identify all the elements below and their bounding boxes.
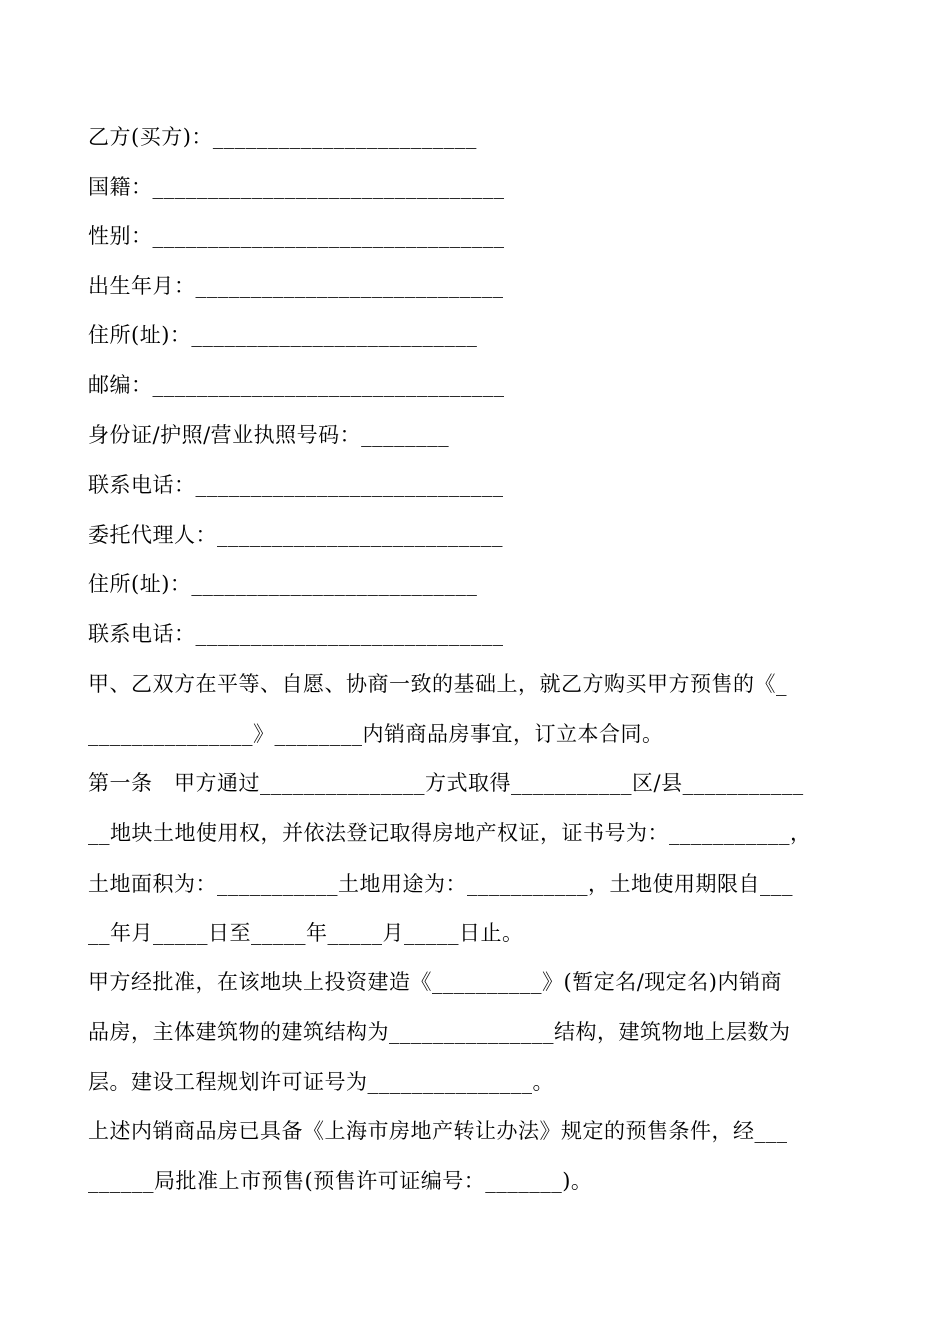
construction-line-1: 甲方经批准，在该地块上投资建造《__________》(暂定名/现定名)内销商 (88, 970, 782, 994)
preamble-line-1: 甲、乙双方在平等、自愿、协商一致的基础上，就乙方购买甲方预售的《_ (88, 672, 787, 696)
nationality-line: 国籍：________________________________ (88, 175, 505, 199)
construction-line-2: 品房，主体建筑物的建筑结构为_______________结构，建筑物地上层数为 (88, 1020, 791, 1044)
presale-line-2: ______局批准上市预售(预售许可证编号：_______)。 (88, 1169, 593, 1193)
address-line: 住所(址)：__________________________ (88, 323, 478, 347)
agent-line: 委托代理人：__________________________ (88, 523, 503, 547)
presale-line-1: 上述内销商品房已具备《上海市房地产转让办法》规定的预售条件，经___ (88, 1119, 788, 1143)
article-1-line-2: __地块土地使用权，并依法登记取得房地产权证，证书号为：___________， (88, 821, 812, 845)
gender-line: 性别：________________________________ (88, 224, 505, 248)
article-1-line-4: __年月_____日至_____年_____月_____日止。 (88, 921, 524, 945)
article-1-line-3: 土地面积为：___________土地用途为：___________，土地使用期限自___ (88, 872, 793, 896)
article-1-line-1: 第一条 甲方通过_______________方式取得___________区/县___________ (88, 771, 804, 795)
construction-line-3: 层。建设工程规划许可证号为_______________。 (88, 1070, 554, 1094)
agent-address-line: 住所(址)：__________________________ (88, 572, 478, 596)
postcode-line: 邮编：________________________________ (88, 373, 505, 397)
phone-line: 联系电话：____________________________ (88, 473, 504, 497)
birth-date-line: 出生年月：____________________________ (88, 274, 504, 298)
id-number-line: 身份证/护照/营业执照号码：________ (88, 423, 450, 447)
buyer-name-line: 乙方(买方)：________________________ (88, 125, 477, 149)
agent-phone-line: 联系电话：____________________________ (88, 622, 504, 646)
preamble-line-2: _______________》________内销商品房事宜，订立本合同。 (88, 722, 664, 746)
